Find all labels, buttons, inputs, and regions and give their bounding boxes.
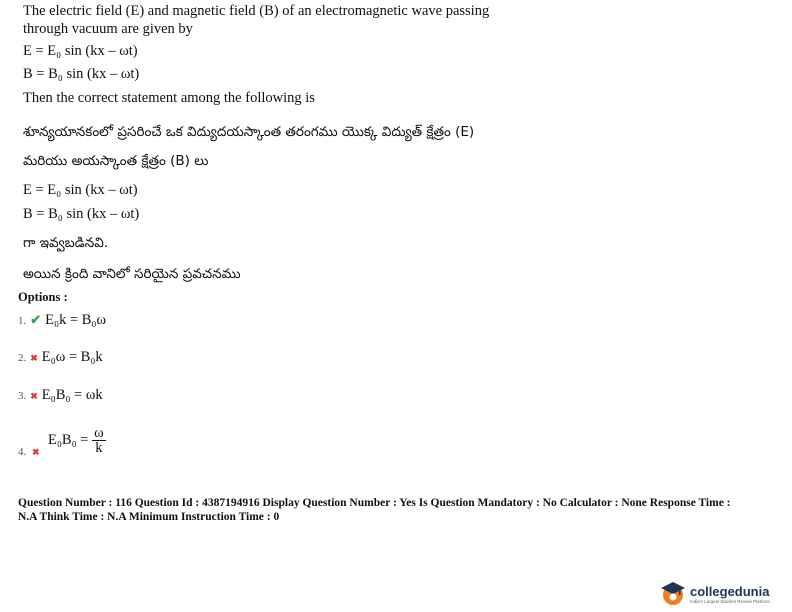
question-meta-line-2: N.A Think Time : N.A Minimum Instruction Time : 0 — [18, 511, 280, 523]
logo-wordmark: collegedunia — [690, 584, 770, 599]
option-1[interactable] — [18, 311, 106, 329]
question-meta-line-1: Question Number : 116 Question Id : 4387194916 Display Question Number : Yes Is Question Mandatory : No Calculator : None Response Time : — [18, 497, 731, 509]
option-number: 2. — [18, 352, 27, 364]
option-text: E₀B₀ = — [48, 431, 89, 448]
question-text-line-3: Then the correct statement among the following is — [23, 90, 315, 106]
option-text: E₀B₀ = ωk — [41, 387, 103, 403]
options-label: Options : — [18, 290, 68, 304]
fraction-numerator: ω — [94, 425, 104, 441]
equation-electric-field: E = E₀ sin (kx – ωt) — [23, 43, 138, 59]
option-number: 1. — [18, 315, 27, 327]
equation-electric-field-telugu: E = E₀ sin (kx – ωt) — [23, 182, 138, 198]
option-number: 4. — [18, 446, 27, 458]
wrong-cross-icon: ✖ — [32, 447, 40, 457]
graduation-cap-icon — [659, 579, 687, 607]
telugu-text-line-1: శూన్యయానకంలో ప్రసరించే ఒక విద్యుదయస్కాంత తరంగము యొక్క విద్యుత్ క్షేత్రం (E) — [23, 124, 475, 140]
fraction-denominator: k — [95, 440, 103, 456]
telugu-text-line-2: మరియు అయస్కాంత క్షేత్రం (B) లు — [23, 153, 209, 169]
telugu-text-line-3: గా ఇవ్వబడినవి. — [23, 235, 109, 251]
option-2[interactable] — [18, 348, 103, 366]
option-text: E₀k = B₀ω — [45, 312, 107, 328]
question-text-line-1: The electric field (E) and magnetic field (B) of an electromagnetic wave passing — [23, 3, 490, 19]
collegedunia-logo — [659, 578, 784, 608]
question-text-line-2: through vacuum are given by — [23, 21, 193, 37]
telugu-text-line-4: అయిన క్రింది వానిలో సరియైన ప్రవచనము — [23, 266, 241, 282]
option-3[interactable] — [18, 386, 103, 404]
wrong-cross-icon: ✖ — [30, 391, 38, 401]
equation-magnetic-field: B = B₀ sin (kx – ωt) — [23, 66, 140, 82]
option-text: E₀ω = B₀k — [41, 349, 103, 365]
correct-check-icon: ✔ — [30, 312, 42, 327]
logo-tagline: India's Largest Student Review Platform — [690, 599, 770, 604]
option-number: 3. — [18, 390, 27, 402]
wrong-cross-icon: ✖ — [30, 353, 38, 363]
fraction — [92, 426, 106, 455]
equation-magnetic-field-telugu: B = B₀ sin (kx – ωt) — [23, 206, 140, 222]
